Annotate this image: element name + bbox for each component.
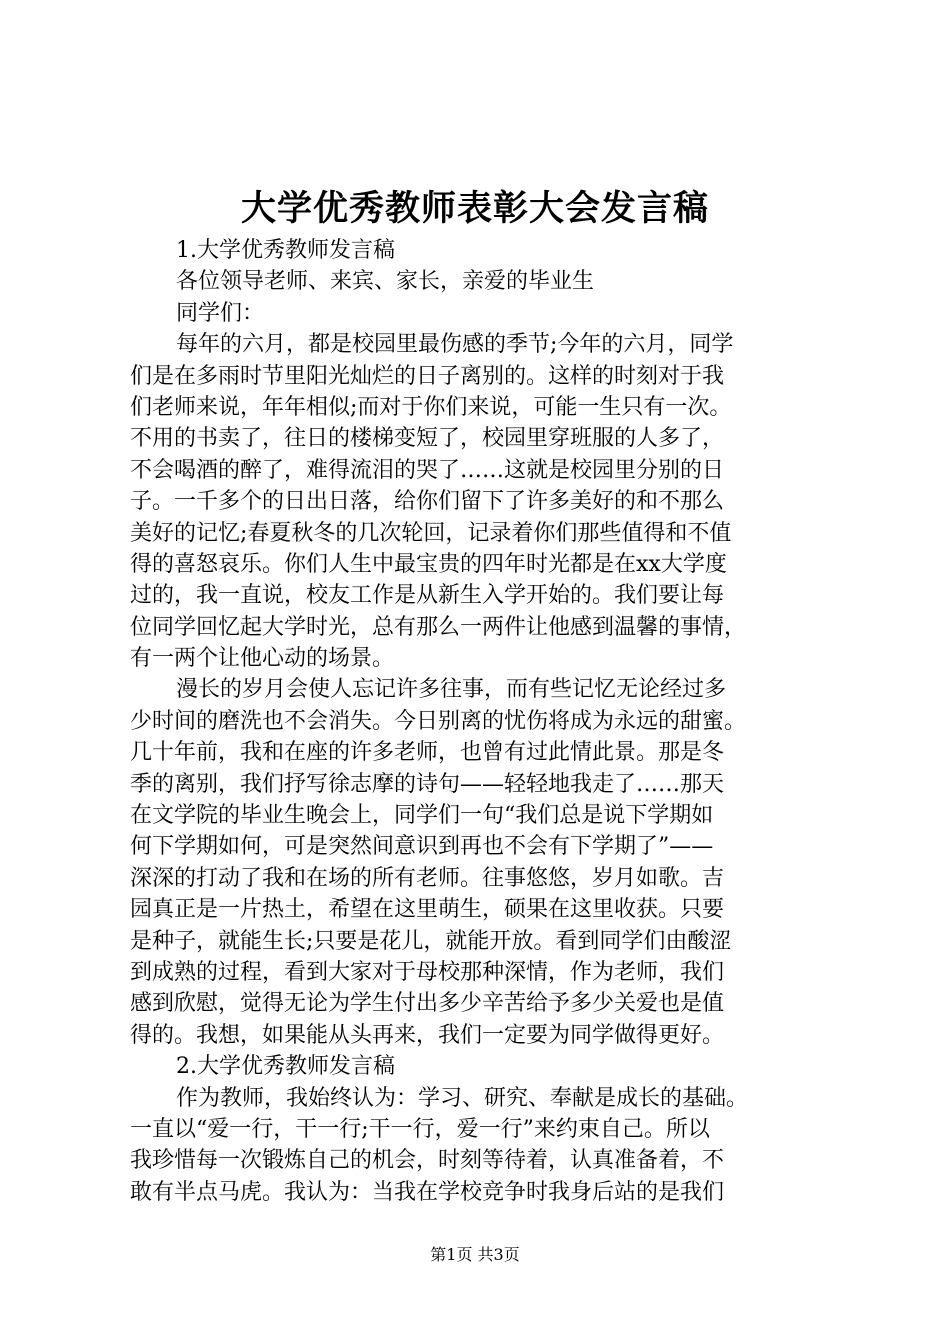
paragraph-line: 一直以“爱一行，干一行;干一行，爱一行”来约束自己。所以: [130, 1116, 710, 1142]
paragraph-line: 是种子，就能生长;只要是花儿，就能开放。看到同学们由酸涩: [130, 928, 732, 954]
paragraph-line: 得的。我想，如果能从头再来，我们一定要为同学做得更好。: [130, 1022, 725, 1048]
salutation-line: 各位领导老师、来宾、家长，亲爱的毕业生: [176, 269, 595, 295]
paragraph-line: 们老师来说，年年相似;而对于你们来说，可能一生只有一次。: [130, 394, 732, 420]
paragraph-line: 少时间的磨洗也不会消失。今日别离的忧伤将成为永远的甜蜜。: [130, 708, 747, 734]
paragraph-line: 园真正是一片热土，希望在这里萌生，硕果在这里收获。只要: [130, 897, 725, 923]
paragraph-line: 感到欣慰，觉得无论为学生付出多少辛苦给予多少关爱也是值: [130, 991, 725, 1017]
paragraph-line: 漫长的岁月会使人忘记许多往事，而有些记忆无论经过多: [176, 677, 727, 703]
paragraph-line: 位同学回忆起大学时光，总有那么一两件让他感到温馨的事情，: [130, 614, 747, 640]
paragraph-line: 敢有半点马虎。我认为：当我在学校竞争时我身后站的是我们: [130, 1179, 725, 1205]
section-heading: 1.大学优秀教师发言稿: [176, 238, 395, 263]
page-number-footer: 第1页 共3页: [430, 1245, 520, 1264]
paragraph-line: 作为教师，我始终认为：学习、研究、奉献是成长的基础。: [176, 1085, 749, 1111]
paragraph-line: 我珍惜每一次锻炼自己的机会，时刻等待着，认真准备着，不: [130, 1148, 725, 1174]
paragraph-line: 深深的打动了我和在场的所有老师。往事悠悠，岁月如歌。吉: [130, 865, 725, 891]
paragraph-line: 在文学院的毕业生晚会上，同学们一句“我们总是说下学期如: [130, 803, 714, 829]
paragraph-line: 几十年前，我和在座的许多老师，也曾有过此情此景。那是冬: [130, 740, 725, 766]
paragraph-line: 何下学期如何，可是突然间意识到再也不会有下学期了”——: [130, 834, 714, 860]
paragraph-line: 得的喜怒哀乐。你们人生中最宝贵的四年时光都是在xx大学度: [130, 551, 727, 577]
paragraph-line: 不会喝酒的醉了，难得流泪的哭了……这就是校园里分别的日: [130, 457, 725, 483]
paragraph-line: 子。一千多个的日出日落，给你们留下了许多美好的和不那么: [130, 489, 725, 515]
section-heading: 2.大学优秀教师发言稿: [176, 1054, 395, 1080]
document-body: [130, 235, 856, 1208]
paragraph-line: 过的，我一直说，校友工作是从新生入学开始的。我们要让每: [130, 583, 725, 609]
salutation-line: 同学们：: [176, 300, 265, 326]
paragraph-line: 们是在多雨时节里阳光灿烂的日子离别的。这样的时刻对于我: [130, 363, 725, 389]
paragraph-line: 季的离别，我们抒写徐志摩的诗句——轻轻地我走了……那天: [130, 771, 725, 797]
paragraph-line: 到成熟的过程，看到大家对于母校那种深情，作为老师，我们: [130, 959, 725, 985]
document-title: 大学优秀教师表彰大会发言稿: [240, 188, 709, 229]
paragraph-line: 每年的六月，都是校园里最伤感的季节;今年的六月，同学: [176, 332, 734, 358]
paragraph-line: 美好的记忆;春夏秋冬的几次轮回，记录着你们那些值得和不值: [130, 520, 732, 546]
paragraph-line: 有一两个让他心动的场景。: [130, 646, 395, 672]
paragraph-line: 不用的书卖了，往日的楼梯变短了，校园里穿班服的人多了，: [130, 426, 725, 452]
